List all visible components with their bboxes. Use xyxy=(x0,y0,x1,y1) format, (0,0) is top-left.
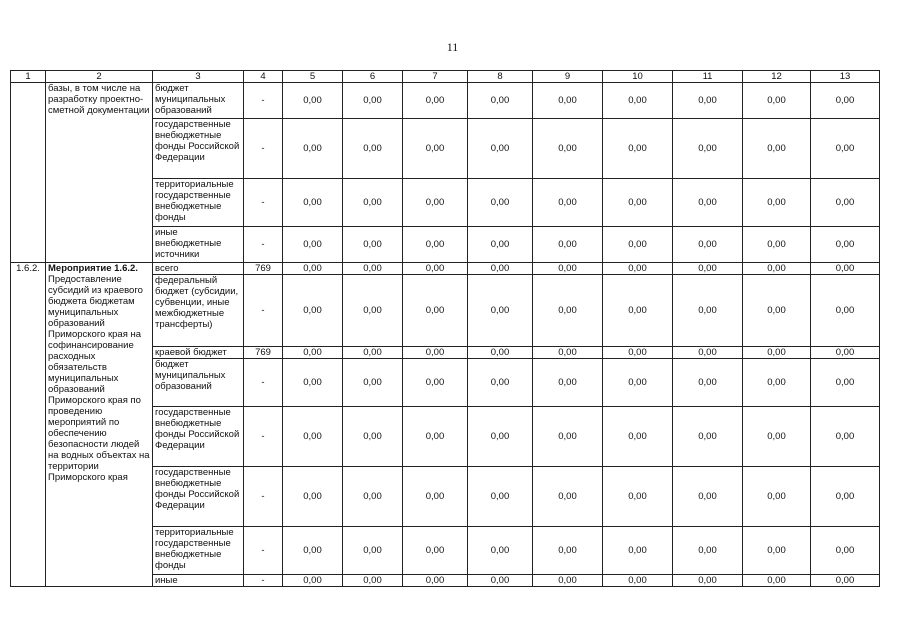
value-cell: 0,00 xyxy=(811,275,880,347)
value-cell: 0,00 xyxy=(343,119,403,179)
table-row xyxy=(11,83,880,119)
value-cell: 0,00 xyxy=(603,407,673,467)
value-cell: 0,00 xyxy=(403,359,468,407)
header-cell: 6 xyxy=(343,71,403,83)
code-cell: 769 xyxy=(244,347,283,359)
value-cell: 0,00 xyxy=(743,263,811,275)
value-cell: 0,00 xyxy=(743,83,811,119)
funding-source: всего xyxy=(153,263,244,275)
code-cell: - xyxy=(244,179,283,227)
value-cell: 0,00 xyxy=(283,83,343,119)
item-number xyxy=(11,83,46,263)
value-cell: 0,00 xyxy=(343,83,403,119)
value-cell: 0,00 xyxy=(811,359,880,407)
value-cell: 0,00 xyxy=(533,263,603,275)
value-cell: 0,00 xyxy=(673,467,743,527)
value-cell: 0,00 xyxy=(603,179,673,227)
value-cell: 0,00 xyxy=(468,467,533,527)
funding-source: бюджет муниципальных образований xyxy=(153,83,244,119)
value-cell: 0,00 xyxy=(343,359,403,407)
value-cell: 0,00 xyxy=(403,407,468,467)
value-cell: 0,00 xyxy=(533,575,603,587)
code-cell: - xyxy=(244,575,283,587)
code-cell: - xyxy=(244,119,283,179)
value-cell: 0,00 xyxy=(533,467,603,527)
value-cell: 0,00 xyxy=(468,179,533,227)
value-cell: 0,00 xyxy=(603,575,673,587)
value-cell: 0,00 xyxy=(533,527,603,575)
value-cell: 0,00 xyxy=(743,575,811,587)
value-cell: 0,00 xyxy=(283,179,343,227)
value-cell: 0,00 xyxy=(673,575,743,587)
value-cell: 0,00 xyxy=(343,575,403,587)
code-cell: - xyxy=(244,407,283,467)
value-cell: 0,00 xyxy=(403,83,468,119)
value-cell: 0,00 xyxy=(533,119,603,179)
value-cell: 0,00 xyxy=(283,347,343,359)
value-cell: 0,00 xyxy=(343,227,403,263)
funding-source: государственные внебюджетные фонды Российской Федерации xyxy=(153,467,244,527)
item-desc-text: Предоставление субсидий из краевого бюджета бюджетам муниципальных образований Приморского края на софинансирование расходных обязательств муниципальных образований Приморского края по проведению мероприятий по обеспечению безопасности людей на водных объектах на территории Приморского края xyxy=(48,274,150,483)
funding-source: краевой бюджет xyxy=(153,347,244,359)
value-cell: 0,00 xyxy=(403,527,468,575)
funding-source: иные xyxy=(153,575,244,587)
value-cell: 0,00 xyxy=(811,179,880,227)
funding-source: государственные внебюджетные фонды Российской Федерации xyxy=(153,119,244,179)
value-cell: 0,00 xyxy=(283,359,343,407)
value-cell: 0,00 xyxy=(343,275,403,347)
budget-table xyxy=(10,70,880,587)
code-cell: 769 xyxy=(244,263,283,275)
value-cell: 0,00 xyxy=(468,83,533,119)
value-cell: 0,00 xyxy=(673,359,743,407)
table-body xyxy=(11,71,880,587)
value-cell: 0,00 xyxy=(533,227,603,263)
value-cell: 0,00 xyxy=(673,263,743,275)
value-cell: 0,00 xyxy=(283,407,343,467)
value-cell: 0,00 xyxy=(603,119,673,179)
value-cell: 0,00 xyxy=(283,119,343,179)
value-cell: 0,00 xyxy=(811,119,880,179)
value-cell: 0,00 xyxy=(283,467,343,527)
value-cell: 0,00 xyxy=(533,275,603,347)
value-cell: 0,00 xyxy=(533,83,603,119)
header-cell: 8 xyxy=(468,71,533,83)
value-cell: 0,00 xyxy=(743,359,811,407)
value-cell: 0,00 xyxy=(468,347,533,359)
value-cell: 0,00 xyxy=(533,347,603,359)
value-cell: 0,00 xyxy=(403,263,468,275)
header-cell: 9 xyxy=(533,71,603,83)
value-cell: 0,00 xyxy=(283,575,343,587)
value-cell: 0,00 xyxy=(468,359,533,407)
value-cell: 0,00 xyxy=(403,575,468,587)
value-cell: 0,00 xyxy=(283,227,343,263)
value-cell: 0,00 xyxy=(673,275,743,347)
value-cell: 0,00 xyxy=(403,275,468,347)
value-cell: 0,00 xyxy=(603,263,673,275)
header-cell: 3 xyxy=(153,71,244,83)
value-cell: 0,00 xyxy=(743,275,811,347)
value-cell: 0,00 xyxy=(403,467,468,527)
code-cell: - xyxy=(244,527,283,575)
value-cell: 0,00 xyxy=(673,407,743,467)
header-cell: 10 xyxy=(603,71,673,83)
value-cell: 0,00 xyxy=(603,347,673,359)
item-number: 1.6.2. xyxy=(11,263,46,587)
header-cell: 13 xyxy=(811,71,880,83)
value-cell: 0,00 xyxy=(811,407,880,467)
value-cell: 0,00 xyxy=(403,179,468,227)
value-cell: 0,00 xyxy=(811,83,880,119)
value-cell: 0,00 xyxy=(343,263,403,275)
page-number: 11 xyxy=(446,40,459,54)
value-cell: 0,00 xyxy=(603,359,673,407)
header-cell: 2 xyxy=(46,71,153,83)
value-cell: 0,00 xyxy=(811,467,880,527)
item-description xyxy=(46,83,153,263)
value-cell: 0,00 xyxy=(743,407,811,467)
value-cell: 0,00 xyxy=(811,347,880,359)
value-cell: 0,00 xyxy=(811,227,880,263)
table-row xyxy=(11,263,880,275)
value-cell: 0,00 xyxy=(283,275,343,347)
funding-source: федеральный бюджет (субсидии, субвенции, иные межбюджетные трансферты) xyxy=(153,275,244,347)
value-cell: 0,00 xyxy=(673,179,743,227)
value-cell: 0,00 xyxy=(343,527,403,575)
code-cell: - xyxy=(244,275,283,347)
value-cell: 0,00 xyxy=(468,263,533,275)
value-cell: 0,00 xyxy=(533,179,603,227)
header-cell: 7 xyxy=(403,71,468,83)
value-cell: 0,00 xyxy=(743,227,811,263)
header-cell: 5 xyxy=(283,71,343,83)
value-cell: 0,00 xyxy=(743,179,811,227)
value-cell: 0,00 xyxy=(603,527,673,575)
value-cell: 0,00 xyxy=(673,347,743,359)
code-cell: - xyxy=(244,227,283,263)
value-cell: 0,00 xyxy=(283,527,343,575)
header-row xyxy=(11,71,880,83)
value-cell: 0,00 xyxy=(603,467,673,527)
value-cell: 0,00 xyxy=(811,263,880,275)
value-cell: 0,00 xyxy=(603,227,673,263)
value-cell: 0,00 xyxy=(468,119,533,179)
header-cell: 12 xyxy=(743,71,811,83)
value-cell: 0,00 xyxy=(343,347,403,359)
value-cell: 0,00 xyxy=(603,275,673,347)
value-cell: 0,00 xyxy=(743,467,811,527)
value-cell: 0,00 xyxy=(743,347,811,359)
header-cell: 4 xyxy=(244,71,283,83)
value-cell: 0,00 xyxy=(673,227,743,263)
code-cell: - xyxy=(244,83,283,119)
item-title: Мероприятие 1.6.2. xyxy=(48,263,138,274)
value-cell: 0,00 xyxy=(283,263,343,275)
funding-source: территориальные государственные внебюджетные фонды xyxy=(153,527,244,575)
value-cell: 0,00 xyxy=(468,407,533,467)
value-cell: 0,00 xyxy=(811,575,880,587)
value-cell: 0,00 xyxy=(343,179,403,227)
code-cell: - xyxy=(244,359,283,407)
value-cell: 0,00 xyxy=(468,275,533,347)
value-cell: 0,00 xyxy=(468,527,533,575)
item-description xyxy=(46,263,153,587)
funding-source: государственные внебюджетные фонды Российской Федерации xyxy=(153,407,244,467)
funding-source: иные внебюджетные источники xyxy=(153,227,244,263)
value-cell: 0,00 xyxy=(403,347,468,359)
value-cell: 0,00 xyxy=(673,83,743,119)
header-cell: 1 xyxy=(11,71,46,83)
code-cell: - xyxy=(244,467,283,527)
value-cell: 0,00 xyxy=(533,407,603,467)
value-cell: 0,00 xyxy=(673,119,743,179)
header-cell: 11 xyxy=(673,71,743,83)
value-cell: 0,00 xyxy=(403,227,468,263)
value-cell: 0,00 xyxy=(673,527,743,575)
item-desc-text: базы, в том числе на разработку проектно-сметной документации xyxy=(48,83,150,116)
value-cell: 0,00 xyxy=(343,467,403,527)
value-cell: 0,00 xyxy=(343,407,403,467)
value-cell: 0,00 xyxy=(603,83,673,119)
value-cell: 0,00 xyxy=(743,527,811,575)
value-cell: 0,00 xyxy=(403,119,468,179)
value-cell: 0,00 xyxy=(468,227,533,263)
funding-source: бюджет муниципальных образований xyxy=(153,359,244,407)
value-cell: 0,00 xyxy=(468,575,533,587)
value-cell: 0,00 xyxy=(533,359,603,407)
value-cell: 0,00 xyxy=(811,527,880,575)
value-cell: 0,00 xyxy=(743,119,811,179)
funding-source: территориальные государственные внебюджетные фонды xyxy=(153,179,244,227)
